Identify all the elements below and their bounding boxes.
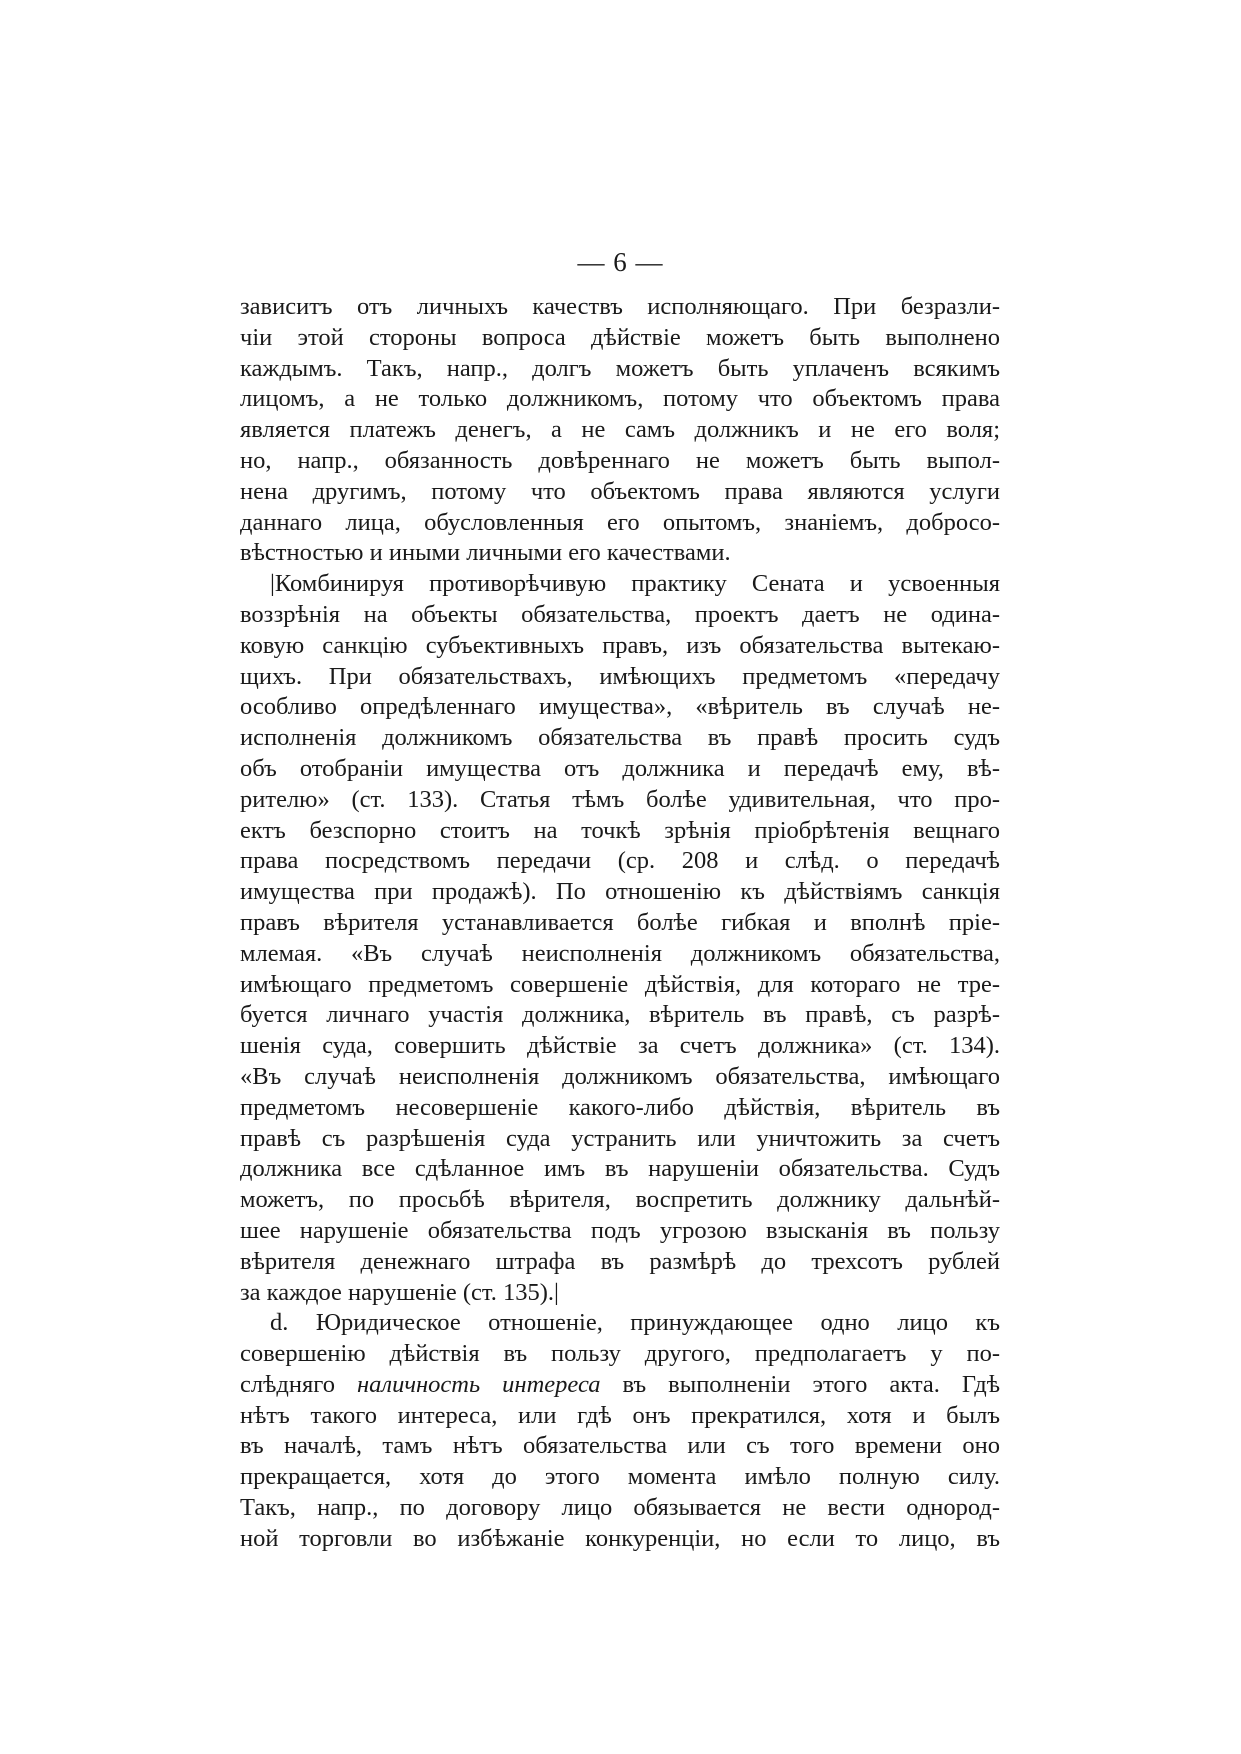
text-line: имущества при продажѣ). По отношенію къ дѣйствіямъ санкція [240, 878, 1000, 906]
text-line: особливо опредѣленнаго имущества», «вѣритель въ случаѣ не- [240, 693, 1000, 721]
italic-emphasis: наличность интереса [356, 1370, 601, 1398]
text-line: ектъ безспорно стоитъ на точкѣ зрѣнія пріобрѣтенія вещнаго [240, 816, 1000, 844]
text-line: нена другимъ, потому что объектомъ права являются услуги [240, 477, 1000, 505]
text-line: буется личнаго участія должника, вѣритель въ правѣ, съ разрѣ- [240, 1001, 1000, 1029]
text-line: воззрѣнія на объекты обязательства, проектъ даетъ не одина- [240, 600, 1000, 628]
text-line: рителю» (ст. 133). Статья тѣмъ болѣе удивительная, что про- [240, 785, 1000, 813]
text-line: права посредствомъ передачи (ср. 208 и слѣд. о передачѣ [240, 847, 1000, 875]
text-span: слѣдняго [240, 1370, 357, 1398]
text-line: щихъ. При обязательствахъ, имѣющихъ предметомъ «передачу [240, 662, 1000, 690]
text-line: ковую санкцію субъективныхъ правъ, изъ обязательства вытекаю- [240, 631, 1000, 659]
text-line: исполненія должникомъ обязательства въ правѣ просить судъ [240, 724, 1000, 752]
text-line [240, 1370, 1000, 1401]
text-line: шее нарушеніе обязательства подъ угрозою взысканія въ пользу [240, 1216, 1000, 1244]
text-line: правѣ съ разрѣшенія суда устранить или уничтожить за счетъ [240, 1124, 1000, 1152]
text-line: въ началѣ, тамъ нѣтъ обязательства или съ того времени оно [240, 1432, 1000, 1460]
text-line: млемая. «Въ случаѣ неисполненія должникомъ обязательства, [240, 939, 1000, 967]
page-number: — 6 — [577, 247, 664, 277]
text-line: ной торговли во избѣжаніе конкуренціи, но если то лицо, въ [240, 1524, 1000, 1552]
text-line: «Въ случаѣ неисполненія должникомъ обязательства, имѣющаго [240, 1062, 1000, 1090]
text-line: предметомъ несовершеніе какого-либо дѣйствія, вѣритель въ [240, 1093, 1000, 1121]
text-line: чіи этой стороны вопроса дѣйствіе можетъ быть выполнено [240, 323, 1000, 351]
body-text [240, 292, 1000, 1555]
text-line: Такъ, напр., по договору лицо обязывается не вести однород- [240, 1494, 1000, 1522]
text-line: даннаго лица, обусловленныя его опытомъ, знаніемъ, добросо- [240, 508, 1000, 536]
text-line: является платежъ денегъ, а не самъ должникъ и не его воля; [240, 416, 1000, 444]
text-line: объ отобраніи имущества отъ должника и передачѣ ему, вѣ- [240, 754, 1000, 782]
text-line: но, напр., обязанность довѣреннаго не можетъ быть выпол- [240, 446, 1000, 474]
text-line: имѣющаго предметомъ совершеніе дѣйствія, для котораго не тре- [240, 970, 1000, 998]
text-line: лицомъ, а не только должникомъ, потому что объектомъ права [240, 385, 1000, 413]
text-line: каждымъ. Такъ, напр., долгъ можетъ быть уплаченъ всякимъ [240, 354, 1000, 382]
paragraph-1 [240, 292, 1000, 569]
text-line: совершенію дѣйствія въ пользу другого, предполагаетъ у по- [240, 1340, 1000, 1368]
text-line: вѣстностью и иными личными его качествами. [240, 539, 731, 567]
text-line: за каждое нарушеніе (ст. 135).| [240, 1278, 559, 1306]
text-line: шенія суда, совершить дѣйствіе за счетъ должника» (ст. 134). [240, 1032, 1000, 1060]
paragraph-2 [240, 569, 1000, 1308]
text-line: вѣрителя денежнаго штрафа въ размѣрѣ до трехсотъ рублей [240, 1247, 1000, 1275]
text-line: зависитъ отъ личныхъ качествъ исполняющаго. При безразли- [240, 293, 1000, 320]
paragraph-3 [240, 1308, 1000, 1554]
text-line: должника все сдѣланное имъ въ нарушеніи обязательства. Судъ [240, 1155, 1000, 1183]
text-span: въ выполненіи этого акта. Гдѣ [600, 1370, 1000, 1398]
text-line: правъ вѣрителя устанавливается болѣе гибкая и вполнѣ прie- [240, 908, 1000, 936]
text-line: |Комбинируя противорѣчивую практику Сената и усвоенныя [270, 570, 1000, 598]
text-line: d. Юридическое отношеніе, принуждающее одно лицо къ [270, 1309, 1000, 1337]
text-line: прекращается, хотя до этого момента имѣло полную силу. [240, 1463, 1000, 1491]
text-line: можетъ, по просьбѣ вѣрителя, воспретить должнику дальнѣй- [240, 1186, 1000, 1214]
text-line: нѣтъ такого интереса, или гдѣ онъ прекратился, хотя и былъ [240, 1401, 1000, 1429]
